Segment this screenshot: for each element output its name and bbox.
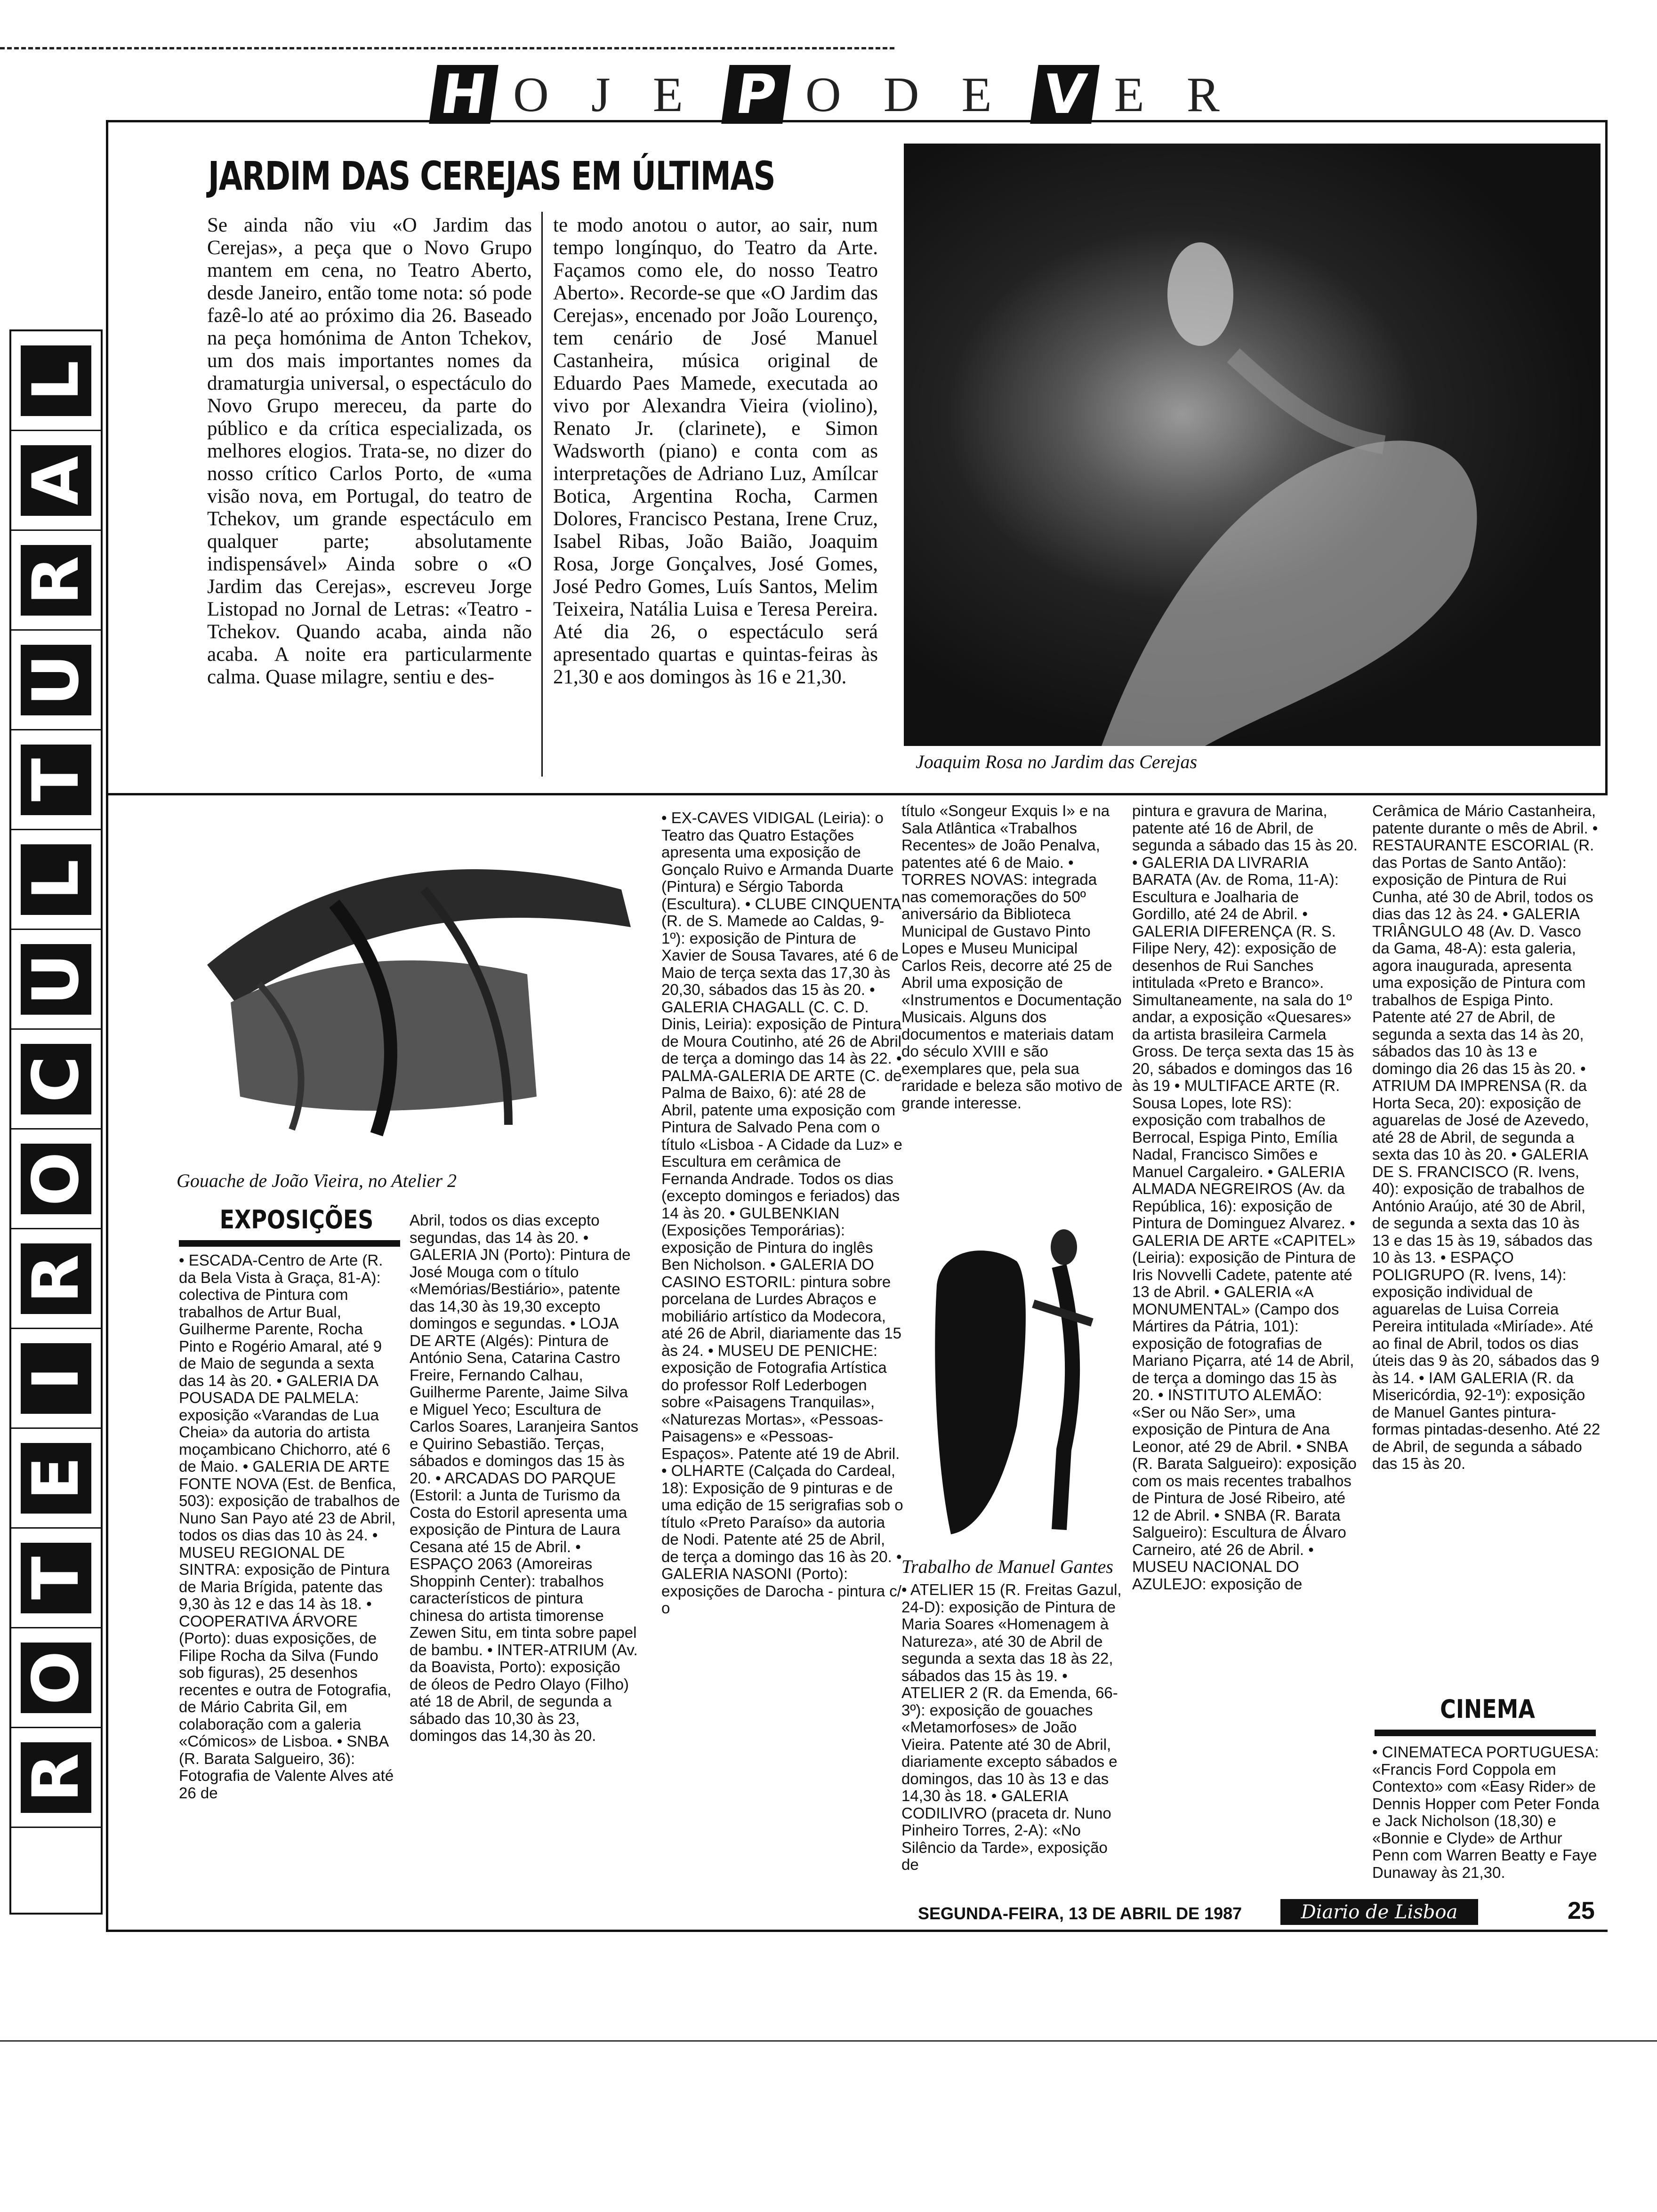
footer-page-number: 25 [1568,1897,1595,1924]
sidebar-letter-glyph: T [21,1543,91,1613]
sidebar-roteiro-cultural [9,329,103,1915]
gouache-artwork [179,833,650,1144]
listings-column-6: Cerâmica de Mário Castanheira, patente durante o mês de Abril. • RESTAURANTE ESCORIAL (R. das Portas de Santo Antão): exposição de Pintura de Rui Cunha, até 30 de Abril, todos os dias das 12 às 24. • GALERIA TRIÂNGULO 48 (Av. D. Vasco da Gama, 48-A): esta galeria, agora inaugurada, apresenta uma exposição de Pintura com trabalhos de Espiga Pinto. Patente até 27 de Abril, de segunda a sexta das 14 às 20, sábados das 10 às 13 e domingo dia 26 das 15 às 20. • ATRIUM DA IMPRENSA (R. da Horta Seca, 20): exposição de aguarelas de José de Azevedo, até 28 de Abril, de segunda a sexta das 10 às 20. • GALERIA DE S. FRANCISCO (R. Ivens, 40): exposição de trabalhos de António Araújo, até 30 de Abril, de segunda a sexta das 10 às 13 e das 15 às 19, sábados das 10 às 13. • ESPAÇO POLIGRUPO (R. Ivens, 14): exposição individual de aguarelas de Luisa Correia Pereira intitulada «Miríade». Até ao final de Abril, todos os dias úteis das 9 às 20, sábados das 9 às 14. • IAM GALERIA (R. da Misericórdia, 92-1º): exposição de Manuel Gantes pintura-formas pintadas-desenho. Até 22 de Abril, de segunda a sábado das 15 às 20. [1372,802,1601,1472]
header-banner [433,61,1262,127]
frame-bottom-rule [106,1930,1608,1932]
cinema-rule [1375,1730,1596,1736]
sidebar-letter-glyph: L [21,844,91,915]
frame-right-rule [1605,120,1608,793]
gouache-caption: Gouache de João Vieira, no Atelier 2 [177,1170,457,1191]
theatre-photo-caption: Joaquim Rosa no Jardim das Cerejas [916,751,1198,772]
header-letter-h: H [429,65,499,124]
sidebar-letter-glyph: I [21,1343,91,1414]
sidebar-letter [11,1628,101,1728]
bottom-page-rule [0,2040,1657,2042]
exposicoes-rule [179,1240,400,1247]
frame-left-rule [106,120,108,1932]
sidebar-letter [11,830,101,930]
article-column-divider [541,212,543,777]
listings-column-4-top: título «Songeur Exquis I» e na Sala Atlântica «Trabalhos Recentes» de João Penalva, patentes até 6 de Maio. • TORRES NOVAS: integrada nas comemorações do 50º aniversário da Biblioteca Municipal de Gustavo Pinto Lopes e Museu Municipal Carlos Reis, decorre até 25 de Abril uma exposição de «Instrumentos e Documentação Musicais. Alguns dos documentos e materiais datam do século XVIII e são exemplares que, pela sua raridade e beleza são motivo de grande interesse. [901,802,1123,1112]
article-headline: JARDIM DAS CEREJAS EM ÚLTIMAS [208,153,775,199]
listings-column-5: pintura e gravura de Marina, patente até 16 de Abril, de segunda a sábado das 15 às 20. • GALERIA DA LIVRARIA BARATA (Av. de Roma, 11-A): Escultura e Joalharia de Gordillo, até 24 de Abril. • GALERIA DIFERENÇA (R. S. Filipe Nery, 42): exposição de desenhos de Rui Sanches intitulada «Preto e Branco». Simultaneamente, na sala do 1º andar, a exposição «Quesares» da artista brasileira Carmela Gross. De terça sexta das 15 às 20, sábados e domingos das 16 às 19 • MULTIFACE ARTE (R. Sousa Lopes, lote RS): exposição com trabalhos de Berrocal, Espiga Pinto, Emília Nadal, Francisco Simões e Manuel Cargaleiro. • GALERIA ALMADA NEGREIROS (Av. da República, 16): exposição de Pintura de Dominguez Alvarez. • GALERIA DE ARTE «CAPITEL» (Leiria): exposição de Pintura de Iris Novvelli Cadete, patente até 13 de Abril. • GALERIA «A MONUMENTAL» (Campo dos Mártires da Pátria, 101): exposição de fotografias de Mariano Piçarra, até 14 de Abril, de terça a domingo das 15 às 20. • INSTITUTO ALEMÃO: «Ser ou Não Ser», uma exposição de Pintura de Ana Leonor, até 29 de Abril. • SNBA (R. Barata Salgueiro): exposição com os mais recentes trabalhos de Pintura de José Ribeiro, até 12 de Abril. • SNBA (R. Barata Salgueiro): Escultura de Álvaro Carneiro, até 26 de Abril. • MUSEU NACIONAL DO AZULEJO: exposição de [1132,802,1358,1593]
listings-column-1: • ESCADA-Centro de Arte (R. da Bela Vista à Graça, 81-A): colectiva de Pintura com trabalhos de Artur Bual, Guilherme Parente, Rocha Pinto e Rogério Amaral, até 9 de Maio de segunda a sexta das 14 às 20. • GALERIA DA POUSADA DE PALMELA: exposição «Varandas de Lua Cheia» da autoria do artista moçambicano Chichorro, até 6 de Maio. • GALERIA DE ARTE FONTE NOVA (Est. de Benfica, 503): exposição de trabalhos de Nuno San Payo até 23 de Abril, todos os dias das 10 às 24. • MUSEU REGIONAL DE SINTRA: exposição de Pintura de Maria Brígida, patente das 9,30 às 12 e das 14 às 18. • COOPERATIVA ÁRVORE (Porto): duas exposições, de Filipe Rocha da Silva (Fundo sob figuras), 25 desenhos recentes e outra de Fotografia, de Mário Cabrita Gil, em colaboração com a galeria «Cómicos» de Lisboa. • SNBA (R. Barata Salgueiro, 36): Fotografia de Valente Alves até 26 de [179,1252,400,1802]
listings-column-2: Abril, todos os dias excepto segundas, das 14 às 20. • GALERIA JN (Porto): Pintura de José Mouga com o título «Memórias/Bestiário», patente das 14,30 às 19,30 excepto domingos e segundas. • LOJA DE ARTE (Algés): Pintura de António Sena, Catarina Castro Freire, Fernando Calhau, Guilherme Parente, Jaime Silva e Miguel Yeco; Escultura de Carlos Soares, Laranjeira Santos e Quirino Sebastião. Terças, sábados e domingos das 15 às 20. • ARCADAS DO PARQUE (Estoril: a Junta de Turismo da Costa do Estoril apresenta uma exposição de Pintura de Laura Cesana até 15 de Abril. • ESPAÇO 2063 (Amoreiras Shoppinh Center): trabalhos característicos de pintura chinesa do artista timorense Zewen Situ, em tinta sobre papel de bambu. • INTER-ATRIUM (Av. da Boavista, Porto): exposição de óleos de Pedro Olayo (Filho) até 18 de Abril, de segunda a sábado das 10,30 às 23, domingos das 14,30 às 20. [410,1212,639,1744]
sidebar-letter-glyph: A [21,445,91,516]
gouache-artwork-shapes [179,833,650,1144]
sidebar-letter [11,331,101,431]
sidebar-letter [11,531,101,631]
footer-newspaper-logo: Diario de Lisboa [1280,1899,1478,1925]
header-letter-p: P [721,65,791,124]
gantes-artwork-shapes [923,1205,1111,1544]
sidebar-letter-glyph: O [21,1144,91,1214]
cinema-title: CINEMA [1440,1694,1535,1724]
listings-cinema: • CINEMATECA PORTUGUESA: «Francis Ford Coppola em Contexto» com «Easy Rider» de Dennis Hopper com Peter Fonda e Jack Nicholson (18,30) e «Bonnie e Clyde» de Arthur Penn com Warren Beatty e Faye Dunaway às 21,30. [1372,1744,1600,1881]
sidebar-letter [11,730,101,830]
section-separator-rule [106,793,1608,795]
gantes-caption: Trabalho de Manuel Gantes [901,1556,1113,1577]
sidebar-letter-glyph: C [21,1044,91,1114]
sidebar-letter-glyph: U [21,944,91,1015]
listings-column-3: • EX-CAVES VIDIGAL (Leiria): o Teatro das Quatro Estações apresenta uma exposição de Gonçalo Ruivo e Armanda Duarte (Pintura) e Sérgio Taborda (Escultura). • CLUBE CINQUENTA (R. de S. Mamede ao Caldas, 9-1º): exposição de Pintura de Xavier de Sousa Tavares, até 6 de Maio de terça sexta das 17,30 às 20,30, sábados das 15 às 20. • GALERIA CHAGALL (C. C. D. Dinis, Leiria): exposição de Pintura de Moura Coutinho, até 26 de Abril de terça a domingo das 14 às 22. • PALMA-GALERIA DE ARTE (C. de Palma de Baixo, 6): até 28 de Abril, patente uma exposição com Pintura de Salvado Pena com o título «Lisboa - A Cidade da Luz» e Escultura em cerâmica de Fernanda Andrade. Todos os dias (excepto domingos e feriados) das 14 às 20. • GULBENKIAN (Exposições Temporárias): exposição de Pintura do inglês Ben Nicholson. • GALERIA DO CASINO ESTORIL: pintura sobre porcelana de Lurdes Abraços e mobiliário artístico da Modecora, até 26 de Abril, diariamente das 15 às 24. • MUSEU DE PENICHE: exposição de Fotografia Artística do professor Rolf Lederbogen sobre «Paisagens Tranquilas», «Naturezas Mortas», «Pessoas-Paisagens» e «Pessoas-Espaços». Patente até 19 de Abril. • OLHARTE (Calçada do Cardeal, 18): Exposição de 9 pinturas e de uma edição de 15 serigrafias sob o título «Preto Paraíso» da autoria de Nodi. Patente até 25 de Abril, de terça a domingo das 16 às 20. • GALERIA NASONI (Porto): exposições de Darocha - pintura c/ o [661,809,903,1617]
header-letters-ode: ODE [805,66,1034,122]
sidebar-letter-glyph: O [21,1643,91,1713]
header-letter-v: V [1030,65,1100,124]
sidebar-letter [11,431,101,531]
header-letters-er: ER [1114,66,1262,122]
theatre-photo-figure [904,144,1601,746]
header-letters-oje: OJE [513,66,725,122]
sidebar-letter-glyph: R [21,1243,91,1314]
listings-column-4-bottom: • ATELIER 15 (R. Freitas Gazul, 24-D): exposição de Pintura de Maria Soares «Homenagem à Natureza», até 30 de Abril de segunda a sexta das 18 às 22, sábados das 15 às 19. • ATELIER 2 (R. da Emenda, 66-3º): exposição de gouaches «Metamorfoses» de João Vieira. Patente até 30 de Abril, diariamente excepto sábados e domingos, das 10 às 13 e das 14,30 às 18. • GALERIA CODILIVRO (praceta dr. Nuno Pinheiro Torres, 2-A): «No Silêncio da Tarde», exposição de [901,1581,1122,1873]
sidebar-letter [11,1529,101,1628]
sidebar-letter-glyph: T [21,745,91,815]
sidebar-letter-glyph: R [21,545,91,616]
sidebar-letter [11,1030,101,1130]
sidebar-letter [11,631,101,730]
sidebar-letter [11,1229,101,1329]
sidebar-letter [11,1728,101,1828]
article-column-1: Se ainda não viu «O Jardim das Cerejas», a peça que o Novo Grupo mantem em cena, no Teatro Aberto, desde Janeiro, então tome nota: só pode fazê-lo até ao próximo dia 26. Baseado na peça homónima de Anton Tchekov, um dos mais importantes nomes da dramaturgia universal, o espectáculo do Novo Grupo mereceu, da parte do público e da crítica especializada, os melhores elogios. Trata-se, no dizer do nosso crítico Carlos Porto, de «uma visão nova, em Portugal, do teatro de Tchekov, um grande espectáculo em qualquer parte; absolutamente indispensável» Ainda sobre o «O Jardim das Cerejas», escreveu Jorge Listopad no Jornal de Letras: «Teatro - Tchekov. Quando acaba, ainda não acaba. A noite era particularmente calma. Quase milagre, sentiu e des- [207,214,532,688]
article-column-2: te modo anotou o autor, ao sair, num tempo longínquo, do Teatro da Arte. Façamos como ele, do nosso Teatro Aberto». Recorde-se que «O Jardim das Cerejas», encenado por João Lourenço, tem cenário de José Manuel Castanheira, música original de Eduardo Paes Mamede, executada ao vivo por Alexandra Vieira (violino), Renato Jr. (clarinete), e Simon Wadsworth (piano) e conta com as interpretações de Adriano Luz, Amílcar Botica, Argentina Rocha, Carmen Dolores, Francisco Pestana, Irene Cruz, Isabel Ribas, João Baião, Joaquim Rosa, Jorge Gonçalves, José Gomes, José Pedro Gomes, Luís Santos, Melim Teixeira, Natália Luisa e Teresa Pereira. Até dia 26, o espectáculo será apresentado quartas e quintas-feiras às 21,30 e aos domingos às 16 e 21,30. [553,214,878,688]
sidebar-letter-glyph: U [21,645,91,715]
exposicoes-title: EXPOSIÇÕES [219,1205,374,1234]
sidebar-letter-glyph: E [21,1443,91,1514]
sidebar-letter [11,1329,101,1429]
top-dashed-rule [0,47,894,49]
sidebar-letter-glyph: R [21,1742,91,1813]
footer-date: SEGUNDA-FEIRA, 13 DE ABRIL DE 1987 [918,1904,1242,1923]
sidebar-letter [11,930,101,1030]
sidebar-letter [11,1130,101,1229]
theatre-photo [904,144,1601,746]
gantes-artwork [923,1205,1111,1544]
sidebar-letter-glyph: L [21,345,91,416]
sidebar-letter [11,1429,101,1529]
